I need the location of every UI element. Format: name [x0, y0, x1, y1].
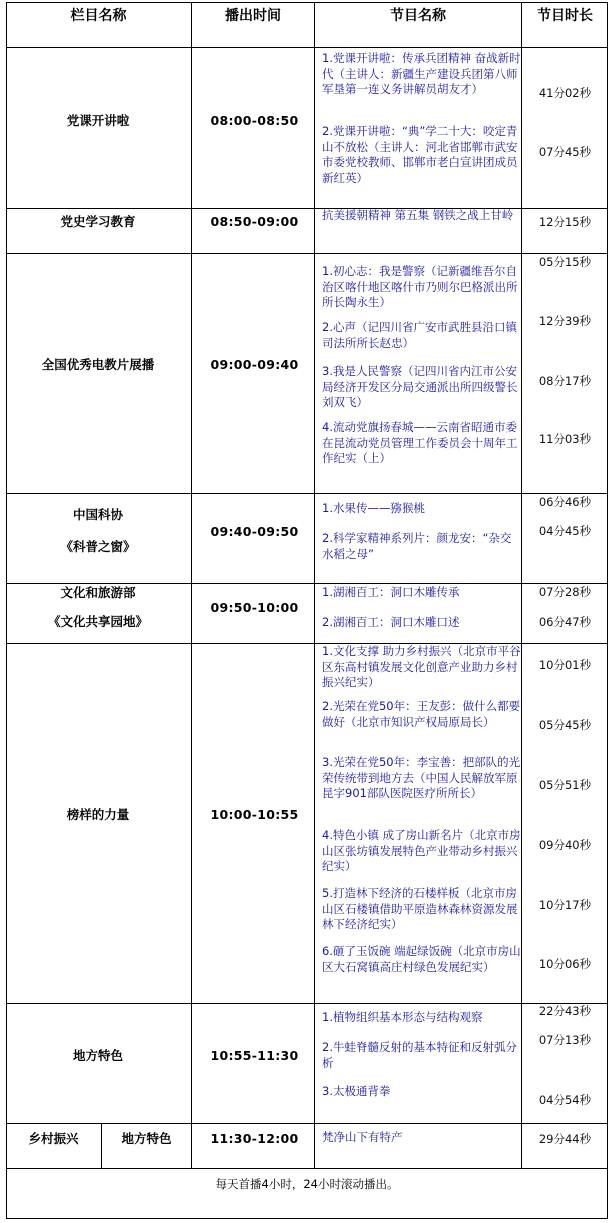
duration-cell: 04分45秒	[538, 524, 592, 538]
column-name-cell: 党史学习教育	[60, 214, 136, 229]
duration-cell: 07分45秒	[538, 145, 592, 159]
header-duration: 节目时长	[537, 8, 593, 24]
program-item: 2.湖湘百工：洞口木雕口述	[322, 615, 460, 629]
duration-cell: 04分54秒	[538, 1093, 592, 1107]
program-item: 2.牛蛙脊髓反射的基本特征和反射弧分析	[322, 1040, 517, 1070]
table-border-left	[6, 2, 7, 1219]
duration-cell: 10分01秒	[538, 658, 592, 672]
row-divider	[6, 1003, 608, 1004]
row-divider	[6, 47, 608, 48]
program-item: 4.特色小镇 成了房山新名片（北京市房山区张坊镇发展特色产业带动乡村振兴纪实）	[322, 828, 521, 874]
duration-cell: 07分13秒	[538, 1033, 592, 1047]
column-name-cell: 文化和旅游部	[60, 585, 136, 600]
program-item: 2.光荣在党50年：王友彭：做什么都要做好（北京市知识产权局原局长）	[322, 699, 521, 729]
table-border-top	[6, 2, 608, 3]
program-item: 1.水果传——猕猴桃	[322, 501, 425, 515]
program-item: 3.太极通背拳	[322, 1084, 391, 1098]
column-name-cell: 全国优秀电教片展播	[41, 357, 155, 372]
row-divider	[6, 253, 608, 254]
duration-cell: 05分15秒	[538, 255, 592, 269]
duration-cell: 06分46秒	[538, 495, 592, 509]
program-item: 1.初心志：我是警察（记新疆维吾尔自治区喀什地区喀什市乃则尔巴格派出所所长陶永生）	[322, 264, 518, 310]
header-program-name: 节目名称	[390, 8, 446, 24]
program-item: 1.植物组织基本形态与结构观察	[322, 1010, 483, 1024]
duration-cell: 05分51秒	[538, 778, 592, 792]
header-air-time: 播出时间	[225, 8, 281, 24]
duration-cell: 11分03秒	[538, 432, 592, 446]
air-time-cell: 10:00-10:55	[210, 807, 299, 822]
column-name-cell: 乡村振兴	[28, 1131, 79, 1146]
duration-cell: 10分06秒	[538, 957, 592, 971]
program-item: 梵净山下有特产	[322, 1130, 403, 1144]
column-name-subcell: 地方特色	[121, 1131, 172, 1146]
program-item: 2.党课开讲啦：“典”学二十大：咬定青山不放松（主讲人：河北省邯郸市武安市委党校教师、邯郸市老白宣讲团成员新红英）	[322, 124, 518, 185]
duration-cell: 12分15秒	[538, 215, 592, 229]
duration-cell: 05分45秒	[538, 718, 592, 732]
duration-cell: 10分17秒	[538, 898, 592, 912]
air-time-cell: 08:00-08:50	[210, 113, 299, 128]
air-time-cell: 09:00-09:40	[210, 357, 299, 372]
air-time-cell: 10:55-11:30	[210, 1048, 299, 1063]
program-item: 5.打造林下经济的石楼样板（北京市房山区石楼镇借助平原造林森林资源发展林下经济纪实）	[322, 886, 518, 932]
program-item: 3.我是人民警察（记四川省内江市公安局经济开发区分局交通派出所四级警长刘双飞）	[322, 364, 518, 410]
air-time-cell: 11:30-12:00	[210, 1131, 299, 1146]
table-border-bottom	[6, 1218, 608, 1219]
row-divider	[6, 493, 608, 494]
program-schedule-table	[6, 2, 608, 1220]
air-time-cell: 09:40-09:50	[210, 524, 299, 539]
program-item: 3.光荣在党50年：李宝善：把部队的光荣传统带到地方去（中国人民解放军原昆字901部队医院医疗所所长）	[322, 755, 521, 801]
column-divider	[314, 2, 315, 1168]
program-item: 抗美援朝精神 第五集 钢铁之战上甘岭	[322, 208, 514, 222]
duration-cell: 07分28秒	[538, 585, 592, 599]
duration-cell: 08分17秒	[538, 374, 592, 388]
column-name-subtitle: 《文化共享园地》	[47, 614, 148, 629]
program-item: 1.党课开讲啦：传承兵团精神 奋战新时代（主讲人：新疆生产建设兵团第八师军垦第一连义务讲解员胡友才）	[322, 51, 521, 97]
program-item: 2.心声（记四川省广安市武胜县沿口镇司法所所长赵忠）	[322, 320, 517, 350]
column-name-cell: 榜样的力量	[66, 807, 130, 822]
column-divider	[191, 2, 192, 1168]
header-column-name: 栏目名称	[70, 8, 127, 24]
program-item: 1.文化支撑 助力乡村振兴（北京市平谷区东高村镇发展文化创意产业助力乡村振兴纪实）	[322, 644, 521, 690]
duration-cell: 22分43秒	[538, 1004, 592, 1018]
column-name-cell: 地方特色	[72, 1048, 123, 1063]
duration-cell: 09分40秒	[538, 838, 592, 852]
duration-cell: 41分02秒	[538, 86, 592, 100]
footer-note: 每天首播4小时，24小时滚动播出。	[215, 1177, 399, 1191]
column-name-cell: 党课开讲啦	[66, 113, 130, 128]
program-item: 6.砸了玉饭碗 端起绿饭碗（北京市房山区大石窝镇高庄村绿色发展纪实）	[322, 944, 521, 974]
duration-cell: 06分47秒	[538, 615, 592, 629]
program-item: 1.湖湘百工：洞口木雕传承	[322, 585, 460, 599]
duration-cell: 29分44秒	[538, 1132, 592, 1146]
column-name-cell: 中国科协	[72, 507, 123, 522]
row-divider	[6, 1168, 608, 1169]
column-name-subtitle: 《科普之窗》	[60, 539, 136, 554]
program-item: 4.流动党旗扬春城——云南省昭通市委在昆流动党员管理工作委员会十周年工作纪实（上）	[322, 420, 518, 466]
air-time-cell: 08:50-09:00	[210, 214, 299, 229]
air-time-cell: 09:50-10:00	[210, 600, 299, 615]
program-item: 2.科学家精神系列片：颜龙安：“杂交水稻之母”	[322, 531, 512, 561]
row-divider	[6, 1123, 608, 1124]
duration-cell: 12分39秒	[538, 314, 592, 328]
